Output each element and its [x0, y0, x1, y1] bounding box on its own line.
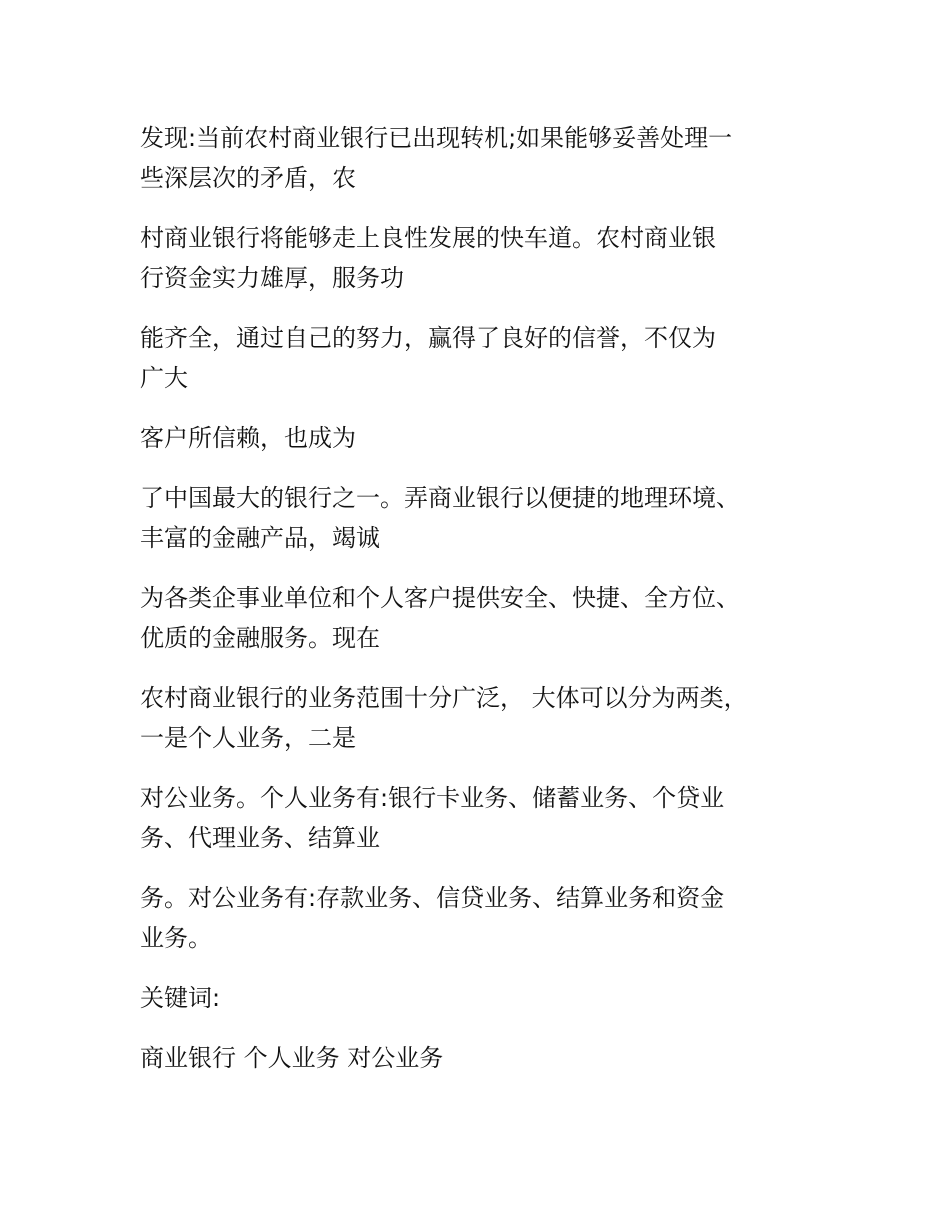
- paragraph-7: [140, 678, 840, 758]
- paragraph-2: [140, 218, 840, 298]
- paragraph-9: [140, 878, 840, 958]
- text-line: 发现:当前农村商业银行已出现转机;如果能够妥善处理一: [140, 124, 733, 152]
- text-line: 客户所信赖，也成为: [140, 424, 356, 452]
- paragraph-6: [140, 578, 840, 658]
- text-line: 农村商业银行的业务范围十分广泛， 大体可以分为两类，: [140, 684, 748, 712]
- keywords-list: [140, 1038, 840, 1078]
- text-line: 行资金实力雄厚，服务功: [140, 264, 404, 292]
- text-line: 一是个人业务，二是: [140, 724, 356, 752]
- text-line: 业务。: [140, 924, 212, 952]
- text-line: 广大: [140, 364, 188, 392]
- paragraph-3: [140, 318, 840, 398]
- text-line: 村商业银行将能够走上良性发展的快车道。农村商业银: [140, 224, 716, 252]
- paragraph-5: [140, 478, 840, 558]
- paragraph-1: [140, 118, 840, 198]
- paragraph-4: [140, 418, 840, 458]
- text-line: 丰富的金融产品，竭诚: [140, 524, 380, 552]
- text-line: 优质的金融服务。现在: [140, 624, 380, 652]
- text-line: 了中国最大的银行之一。弄商业银行以便捷的地理环境、: [140, 484, 740, 512]
- keywords-heading: [140, 978, 840, 1018]
- text-line: 些深层次的矛盾，农: [140, 164, 356, 192]
- paragraph-8: [140, 778, 840, 858]
- text-line: 为各类企事业单位和个人客户提供安全、快捷、全方位、: [140, 584, 740, 612]
- text-line: 能齐全，通过自己的努力，赢得了良好的信誉，不仅为: [140, 324, 716, 352]
- text-line: 务、代理业务、结算业: [140, 824, 380, 852]
- text-line: 商业银行 个人业务 对公业务: [140, 1044, 444, 1072]
- text-line: 关键词:: [140, 984, 221, 1012]
- text-line: 务。对公业务有:存款业务、信贷业务、结算业务和资金: [140, 884, 725, 912]
- text-line: 对公业务。个人业务有:银行卡业务、储蓄业务、个贷业: [140, 784, 725, 812]
